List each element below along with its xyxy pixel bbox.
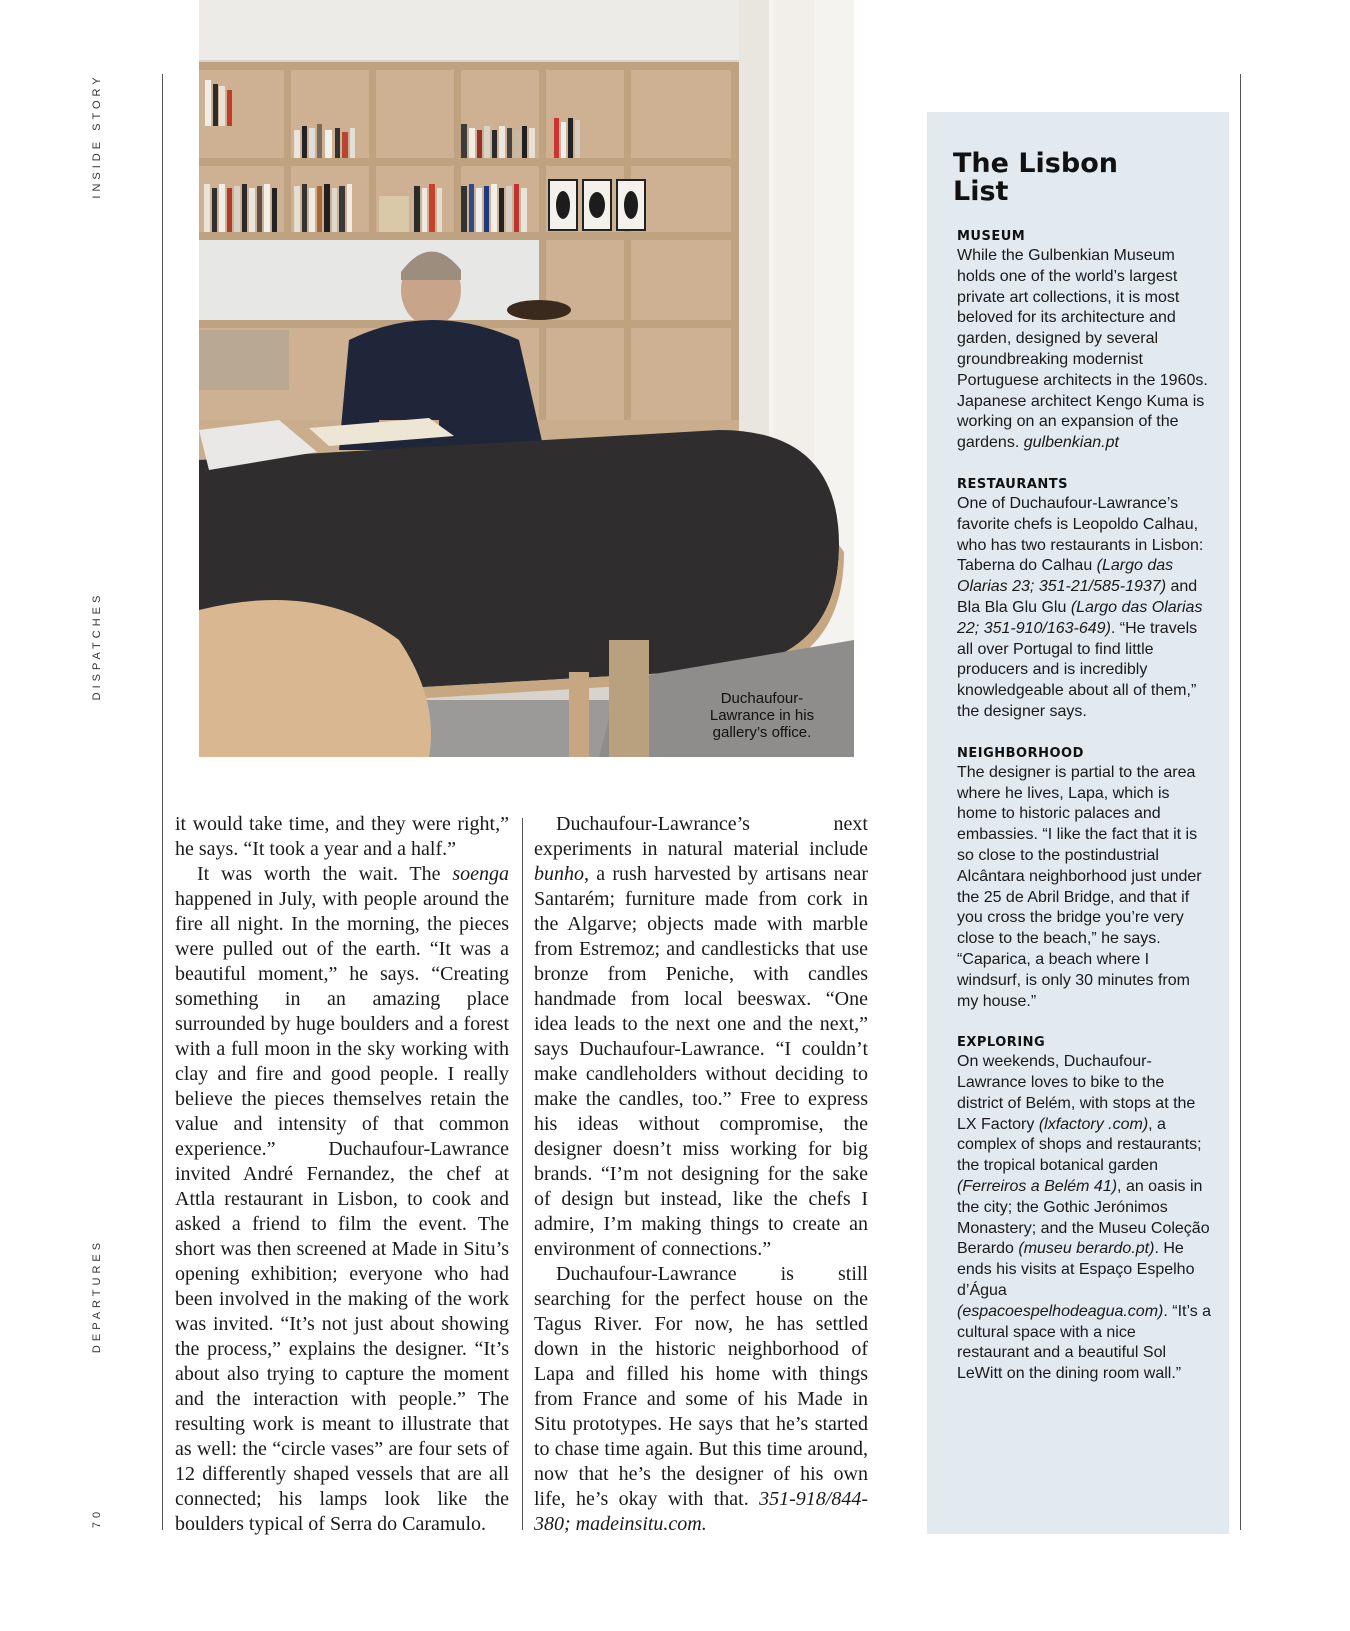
sidebar-section-exploring (957, 1034, 1212, 1385)
sidebar-section-text: One of Duchaufour-Lawrance’s favorite chefs is Leopoldo Calhau, who has two restaurants in Lisbon: Taberna do Calhau (Largo das Olarias 23; 351-21/585-1937) and Bla Bla Glu Glu (Largo das Olarias 22; 351-910/163-649). “He travels all over Portugal to find little producers and is incredibly knowledgeable about all of them,” the designer says. (957, 494, 1204, 720)
article-paragraph: It was worth the wait. The soenga happened in July, with people around the fire all night. In the morning, the pieces were pulled out of the earth. “It was a beautiful moment,” he says. “Creating something in an amazing place surrounded by huge boulders and a forest with a full moon in the sky working with clay and fire and good people. I really believe the pieces themselves retain the value and intensity of that common experience.” Duchaufour-Lawrance invited André Fernandez, the chef at Attla restaurant in Lisbon, to cook and asked a friend to film the event. The short was then screened at Made in Situ’s opening exhibition; everyone who had been involved in the making of the work was invited. “It’s not just about showing the process,” explains the designer. “It’s about also trying to capture the moment and the interaction with people.” The resulting work is meant to illustrate that as well: the “circle vases” are four sets of 12 differently shaped vessels that are all connected; his lamps look like the boulders typical of Serra do Caramulo. (175, 863, 509, 1535)
sidebar-section-text: On weekends, Duchaufour-Lawrance loves to bike to the district of Belém, with stops at the LX Factory (lxfactory .com), a complex of shops and restaurants; the tropical botanical garden (Ferreiros a Belém 41), an oasis in the city; the Gothic Jerónimos Monastery; and the Museu Coleção Berardo (museu berardo.pt). He ends his visits at Espaço Espelho d’Água (espacoespelhodeagua.com). “It’s a cultural space with a nice restaurant and a beautiful Sol LeWitt on the dining room wall.” (957, 1053, 1212, 1383)
sidebar-section-heading: MUSEUM (957, 229, 1026, 244)
article-paragraph: Duchaufour-Lawrance’s next experiments in natural material include bunho, a rush harvested by artisans near Santarém; furniture made from cork in the Algarve; objects made with marble from Estremoz; and candlesticks that use bronze from Peniche, with candles handmade from local beeswax. “One idea leads to the next one and the next,” says Duchaufour-Lawrance. “I couldn’t make candleholders without deciding to make the candles, too.” Free to express his ideas without compromise, the designer doesn’t miss working for big brands. “I’m not designing for the sake of design but instead, like the chefs I admire, I’m making things to create an environment of connections.” (534, 813, 868, 1260)
sidebar-section-restaurants (957, 476, 1212, 723)
office-scene-illustration (199, 0, 854, 757)
lisbon-list-sidebar (927, 112, 1229, 1534)
article-column-1 (175, 812, 509, 1537)
left-column-rule (162, 74, 163, 1530)
sidebar-section-heading: EXPLORING (957, 1035, 1046, 1051)
contact-info: 351-918/844-380; madeinsitu.com. (534, 1488, 868, 1535)
article-paragraph: Duchaufour-Lawrance is still searching for the perfect house on the Tagus River. For now, he has settled down in the historic neighborhood of Lapa and filled his home with things from France and some of his Made in Situ prototypes. He says that he’s started to chase time again. But this time around, now that he’s the designer of his own life, he’s okay with that. 351-918/844-380; madeinsitu.com. (534, 1263, 868, 1535)
sidebar-section-heading: NEIGHBORHOOD (957, 745, 1084, 761)
middle-column-rule (522, 818, 523, 1530)
page-number: 70 (91, 1507, 103, 1529)
sidebar-section-museum (957, 228, 1212, 454)
article-photo (199, 0, 854, 757)
sidebar-section-text: The designer is partial to the area where he lives, Lapa, which is home to historic palaces and embassies. “I like the fact that it is so close to the postindustrial Alcântara neighborhood just under the 25 de Abril Bridge, and that if you cross the bridge you’re very close to the beach,” he says. “Caparica, a beach where I windsurf, is only 30 minutes from my house.” (957, 763, 1202, 1010)
article-paragraph: it would take time, and they were right,” he says. “It took a year and a half.” (175, 813, 509, 860)
sidebar-section-text: While the Gulbenkian Museum holds one of the world’s largest private art collections, it is most beloved for its architecture and garden, designed by several groundbreaking modernist Portuguese architects in the 1960s. Japanese architect Kengo Kuma is working on an expansion of the gardens. gulbenkian.pt (957, 247, 1208, 452)
sidebar-title: The Lisbon List (953, 148, 1118, 207)
article-column-2 (534, 812, 868, 1537)
section-label-departures: DEPARTURES (91, 1238, 103, 1354)
sidebar-section-neighborhood (957, 745, 1212, 1013)
sidebar-section-heading: RESTAURANTS (957, 476, 1069, 492)
section-label-inside-story: INSIDE STORY (91, 73, 103, 199)
sidebar-body (957, 228, 1212, 1407)
right-page-rule (1240, 74, 1241, 1530)
photo-caption: Duchaufour-Lawrance in his gallery’s office. (709, 690, 815, 741)
section-label-dispatches: DISPATCHES (91, 591, 103, 701)
